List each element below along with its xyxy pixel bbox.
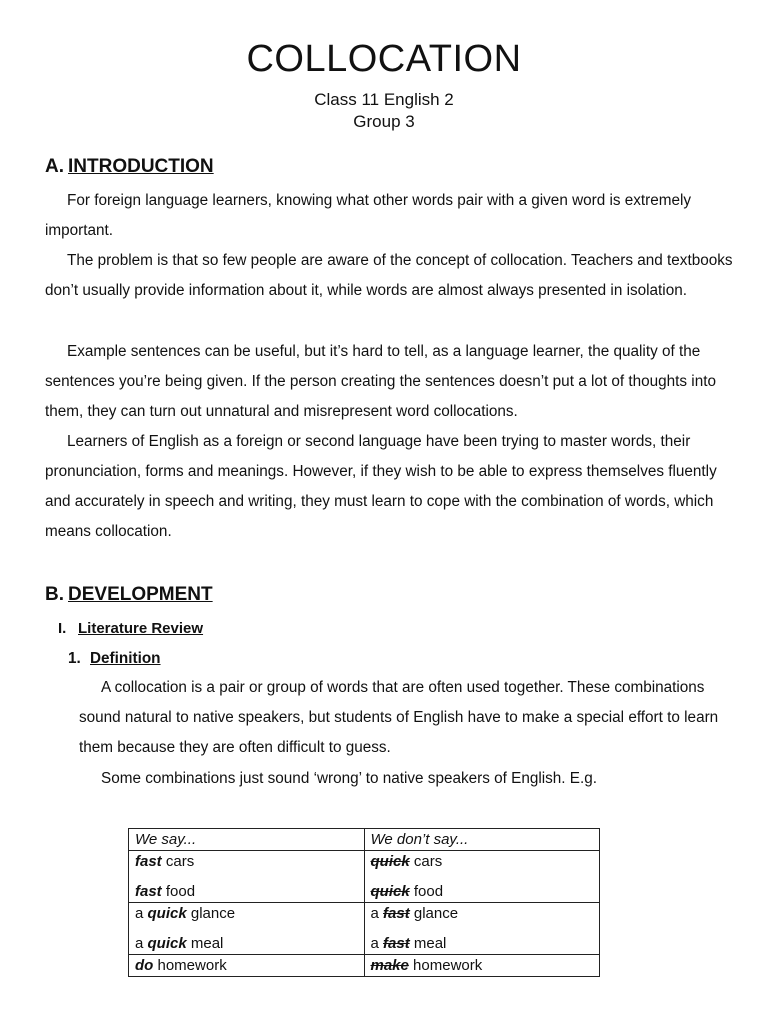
struck-keyword: quick [370, 883, 410, 900]
section-label: INTRODUCTION [68, 156, 214, 177]
header-we-dont-say: We don’t say... [364, 829, 600, 851]
document-title: COLLOCATION [246, 38, 522, 80]
struck-keyword: quick [370, 853, 410, 870]
collocation-table [128, 828, 600, 977]
keyword: do [135, 957, 154, 974]
intro-paragraph-4: Learners of English as a foreign or second language have been trying to master words, their pronunciation, forms and meanings. However, if they wish to be able to express themselves fluently and accurately in speech and writing, they must learn to cope with the combination of words, which means collocation. [45, 433, 717, 540]
keyword: quick [147, 905, 187, 922]
table-row [129, 903, 600, 955]
intro-paragraph-2: The problem is that so few people are aware of the concept of collocation. Teachers and textbooks don’t usually provide information about it, while words are almost always presented in isolation. [45, 252, 733, 299]
definition-paragraph-1: A collocation is a pair or group of words that are often used together. These combinations sound natural to native speakers, but students of English have to make a special effort to learn them because they are often difficult to guess. [79, 679, 719, 756]
table-header-row [129, 829, 600, 851]
correct-phrase: do homework [135, 957, 227, 974]
incorrect-cell [364, 851, 600, 903]
correct-phrase: a quick glance [135, 905, 236, 922]
literature-review-heading [58, 619, 203, 639]
struck-keyword: fast [383, 905, 410, 922]
incorrect-phrase: a fast glance [370, 905, 459, 922]
correct-phrase: a quick meal [135, 935, 224, 952]
subtitle-class: Class 11 English 2 [314, 90, 454, 109]
keyword: fast [135, 853, 162, 870]
keyword: fast [135, 883, 162, 900]
table-row [129, 955, 600, 977]
struck-keyword: make [370, 957, 409, 974]
incorrect-cell [364, 955, 600, 977]
incorrect-phrase: make homework [370, 957, 483, 974]
sub-heading-number: I. [58, 620, 67, 637]
header-we-say: We say... [129, 829, 365, 851]
subsub-heading-label: Definition [90, 650, 161, 667]
intro-paragraph-1: For foreign language learners, knowing what other words pair with a given word is extremely important. [45, 192, 692, 239]
incorrect-phrase: quick cars [370, 853, 443, 870]
sub-heading-label: Literature Review [78, 620, 204, 637]
correct-phrase: fast food [135, 883, 196, 900]
section-letter: A. [45, 156, 64, 177]
section-label: DEVELOPMENT [68, 584, 213, 605]
incorrect-phrase: a fast meal [370, 935, 447, 952]
section-letter: B. [45, 584, 64, 605]
subtitle-group: Group 3 [353, 112, 415, 131]
correct-phrase: fast cars [135, 853, 195, 870]
subsub-heading-number: 1. [68, 650, 81, 667]
correct-cell [129, 903, 365, 955]
table-row [129, 851, 600, 903]
incorrect-cell [364, 903, 600, 955]
correct-cell [129, 851, 365, 903]
keyword: quick [147, 935, 187, 952]
incorrect-phrase: quick food [370, 883, 444, 900]
development-heading [45, 583, 213, 607]
struck-keyword: fast [383, 935, 410, 952]
definition-heading [68, 649, 161, 669]
intro-paragraph-3: Example sentences can be useful, but it’s hard to tell, as a language learner, the quality of the sentences you’re being given. If the person creating the sentences doesn’t put a lot of thoughts into them, they can turn out unnatural and misrepresent word collocations. [45, 343, 716, 420]
correct-cell [129, 955, 365, 977]
introduction-heading [45, 155, 214, 179]
definition-paragraph-2: Some combinations just sound ‘wrong’ to native speakers of English. E.g. [101, 770, 597, 787]
